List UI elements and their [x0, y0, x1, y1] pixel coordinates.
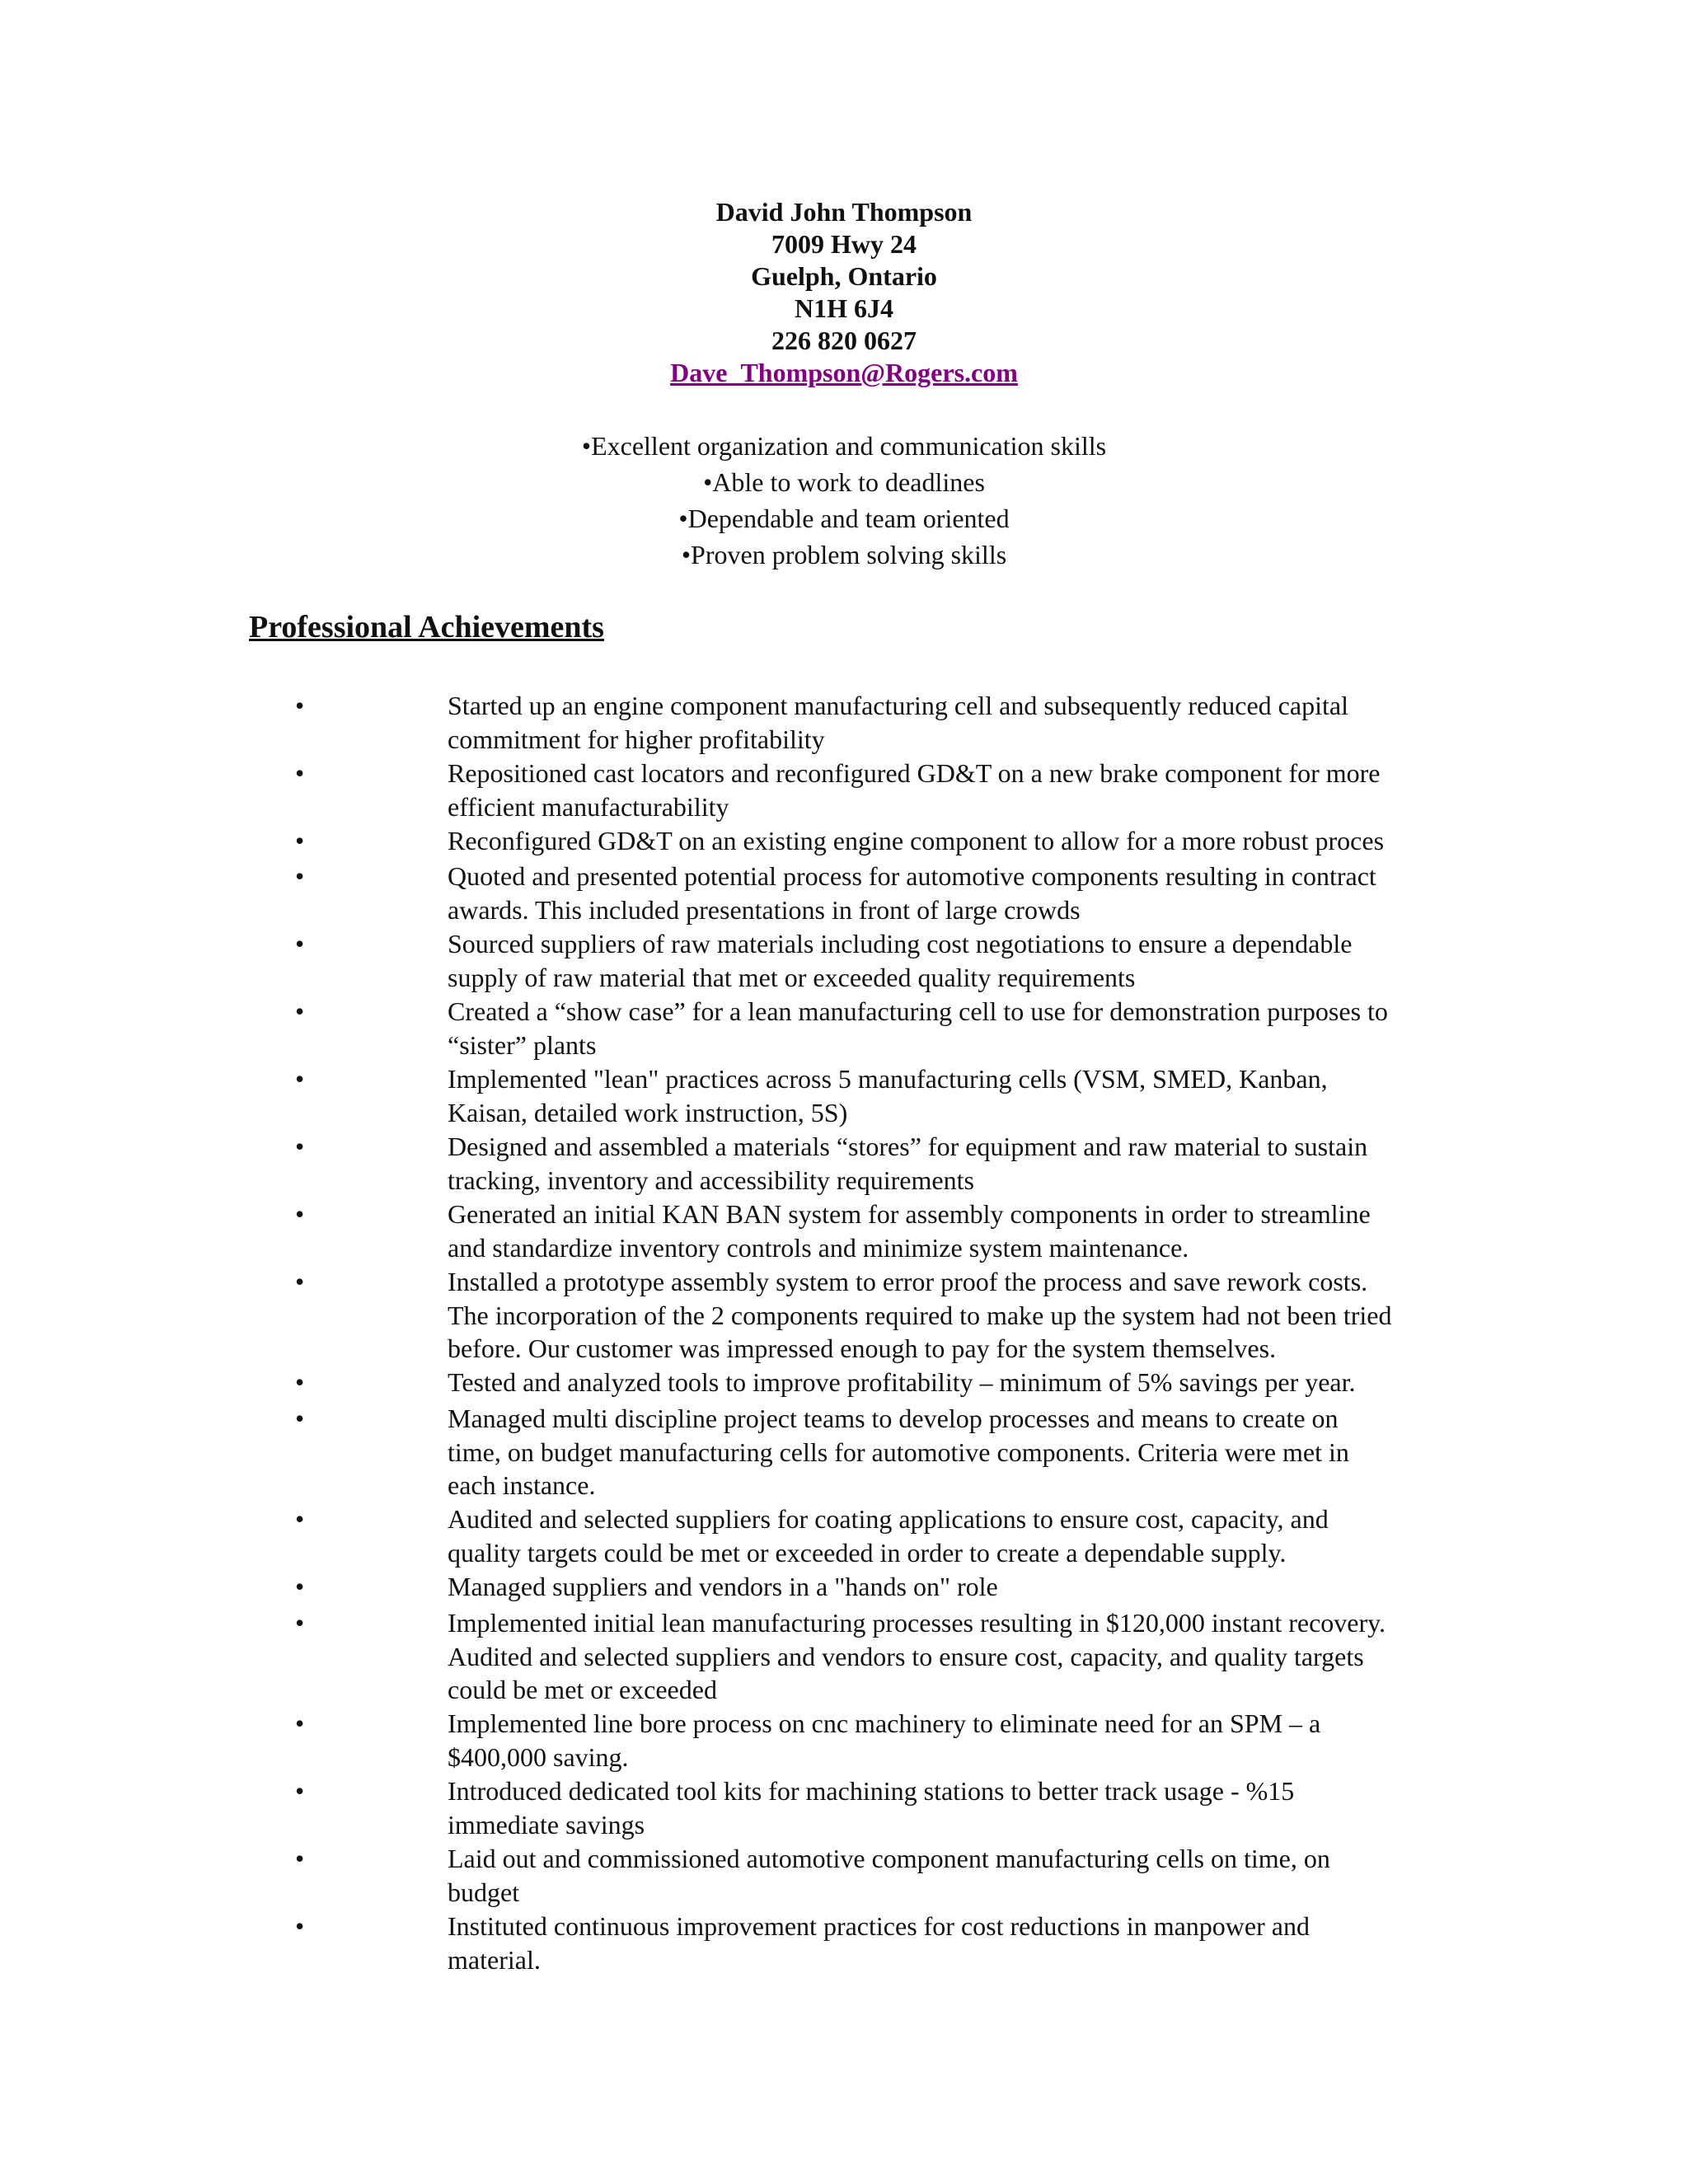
achievement-text: Managed suppliers and vendors in a "hands on" role — [448, 1572, 998, 1601]
bullet-icon: • — [295, 758, 305, 788]
bullet-icon: • — [295, 1572, 305, 1601]
bullet-icon: • — [295, 1267, 305, 1296]
achievement-text: Implemented line bore process on cnc machinery to eliminate need for an SPM – a $400,000 saving. — [448, 1708, 1321, 1772]
contact-email-link[interactable]: Dave_Thompson@Rogers.com — [670, 358, 1018, 387]
bullet-icon: • — [295, 1132, 305, 1161]
achievement-text: Introduced dedicated tool kits for machining stations to better track usage - %15 immediate savings — [448, 1776, 1295, 1840]
bullet-icon: • — [295, 1844, 305, 1873]
contact-name: David John Thompson — [715, 197, 973, 227]
achievement-text: Sourced suppliers of raw materials including cost negotiations to ensure a dependable supply of raw material that met or exceeded quality requirements — [448, 929, 1353, 992]
bullet-icon: • — [295, 691, 305, 720]
achievement-text: Implemented initial lean manufacturing processes resulting in $120,000 instant recovery. Audited and selected suppliers and vendors to ensure cost, capacity, and quality targets could be met or exceeded — [448, 1608, 1386, 1704]
achievement-text: Tested and analyzed tools to improve profitability – minimum of 5% savings per year. — [448, 1367, 1356, 1397]
contact-postal-code: N1H 6J4 — [795, 293, 893, 323]
bullet-icon: • — [295, 826, 305, 855]
achievement-text: Instituted continuous improvement practices for cost reductions in manpower and material. — [448, 1911, 1310, 1975]
achievement-text: Audited and selected suppliers for coating applications to ensure cost, capacity, and quality targets could be met or exceeded in order to create a dependable supply. — [448, 1504, 1329, 1568]
bullet-icon: • — [295, 929, 305, 958]
bullet-icon: • — [295, 1404, 305, 1433]
bullet-icon: • — [295, 1776, 305, 1806]
bullet-icon: • — [295, 1064, 305, 1094]
bullet-icon: • — [295, 861, 305, 891]
bullet-icon: • — [295, 1199, 305, 1229]
contact-city: Guelph, Ontario — [751, 261, 937, 291]
contact-street: 7009 Hwy 24 — [771, 229, 917, 259]
bullet-icon: • — [295, 1504, 305, 1534]
bullet-icon: • — [295, 1708, 305, 1738]
achievement-text: Repositioned cast locators and reconfigured GD&T on a new brake component for more efficient manufacturability — [448, 758, 1381, 822]
achievement-text: Reconfigured GD&T on an existing engine component to allow for a more robust proces — [448, 826, 1385, 855]
achievement-text: Designed and assembled a materials “stores” for equipment and raw material to sustain tracking, inventory and accessibility requirements — [448, 1132, 1368, 1195]
bullet-icon: • — [295, 1367, 305, 1397]
skill-item: •Dependable and team oriented — [678, 504, 1010, 533]
achievement-text: Installed a prototype assembly system to error proof the process and save rework costs. The incorporation of the 2 components required to make up the system had not been tried before. Our customer was impressed enough to pay for the system themselves. — [448, 1267, 1392, 1363]
bullet-icon: • — [295, 1911, 305, 1941]
skill-item: •Proven problem solving skills — [681, 540, 1007, 569]
section-heading-professional-achievements: Professional Achievements — [249, 610, 604, 644]
achievement-text: Laid out and commissioned automotive component manufacturing cells on time, on budget — [448, 1844, 1330, 1907]
skill-item: •Excellent organization and communication skills — [581, 431, 1107, 461]
achievement-text: Implemented "lean" practices across 5 manufacturing cells (VSM, SMED, Kanban, Kaisan, detailed work instruction, 5S) — [448, 1064, 1328, 1127]
achievement-text: Quoted and presented potential process for automotive components resulting in contract awards. This included presentations in front of large crowds — [448, 861, 1376, 925]
achievement-text: Generated an initial KAN BAN system for assembly components in order to streamline and standardize inventory controls and minimize system maintenance. — [448, 1199, 1371, 1263]
contact-phone: 226 820 0627 — [771, 326, 917, 355]
achievement-text: Created a “show case” for a lean manufacturing cell to use for demonstration purposes to “sister” plants — [448, 996, 1388, 1060]
bullet-icon: • — [295, 996, 305, 1026]
bullet-icon: • — [295, 1608, 305, 1638]
achievement-text: Managed multi discipline project teams to develop processes and means to create on time, on budget manufacturing cells for automotive components. Criteria were met in each instance. — [448, 1404, 1349, 1500]
skill-item: •Able to work to deadlines — [703, 467, 985, 497]
achievement-text: Started up an engine component manufacturing cell and subsequently reduced capital commitment for higher profitability — [448, 691, 1348, 754]
